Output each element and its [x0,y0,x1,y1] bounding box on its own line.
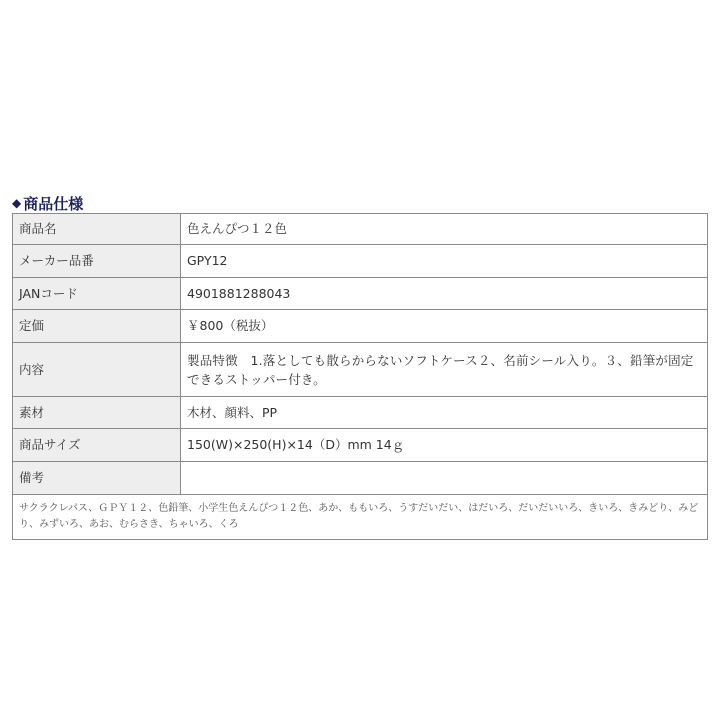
spec-table [12,213,708,540]
spec-value: 色えんぴつ１２色 [181,214,708,245]
spec-value: ￥800（税抜） [181,310,708,343]
spec-row-keywords [13,495,708,540]
spec-row-contents [13,343,708,397]
spec-row-jan-code [13,278,708,310]
spec-label: 備考 [13,462,181,495]
spec-label: 定価 [13,310,181,343]
spec-row-product-name [13,214,708,245]
spec-value: 150(W)×250(H)×14（D）mm 14ｇ [181,429,708,462]
spec-label: 商品サイズ [13,429,181,462]
spec-label: 内容 [13,343,181,397]
section-title: 商品仕様 [23,194,84,213]
spec-label: 素材 [13,397,181,429]
spec-row-maker-number [13,245,708,278]
spec-row-material [13,397,708,429]
section-heading [12,193,83,213]
spec-value: 4901881288043 [181,278,708,310]
spec-row-remarks [13,462,708,495]
spec-label: メーカー品番 [13,245,181,278]
keywords-text: サクラクレパス、ＧＰＹ１２、色鉛筆、小学生色えんぴつ１２色、あか、ももいろ、うすだいだい、はだいろ、だいだいいろ、きいろ、きみどり、みどり、みずいろ、あお、むらさき、ちゃいろ、くろ [13,495,708,540]
spec-value: 木材、顔料、PP [181,397,708,429]
spec-row-list-price [13,310,708,343]
spec-value [181,462,708,495]
spec-value: GPY12 [181,245,708,278]
spec-label: JANコード [13,278,181,310]
diamond-icon: ◆ [12,196,22,210]
spec-row-product-size [13,429,708,462]
spec-label: 商品名 [13,214,181,245]
spec-value: 製品特徴 1.落としても散らからないソフトケース２、名前シール入り。３、鉛筆が固定できるストッパー付き。 [181,343,708,397]
